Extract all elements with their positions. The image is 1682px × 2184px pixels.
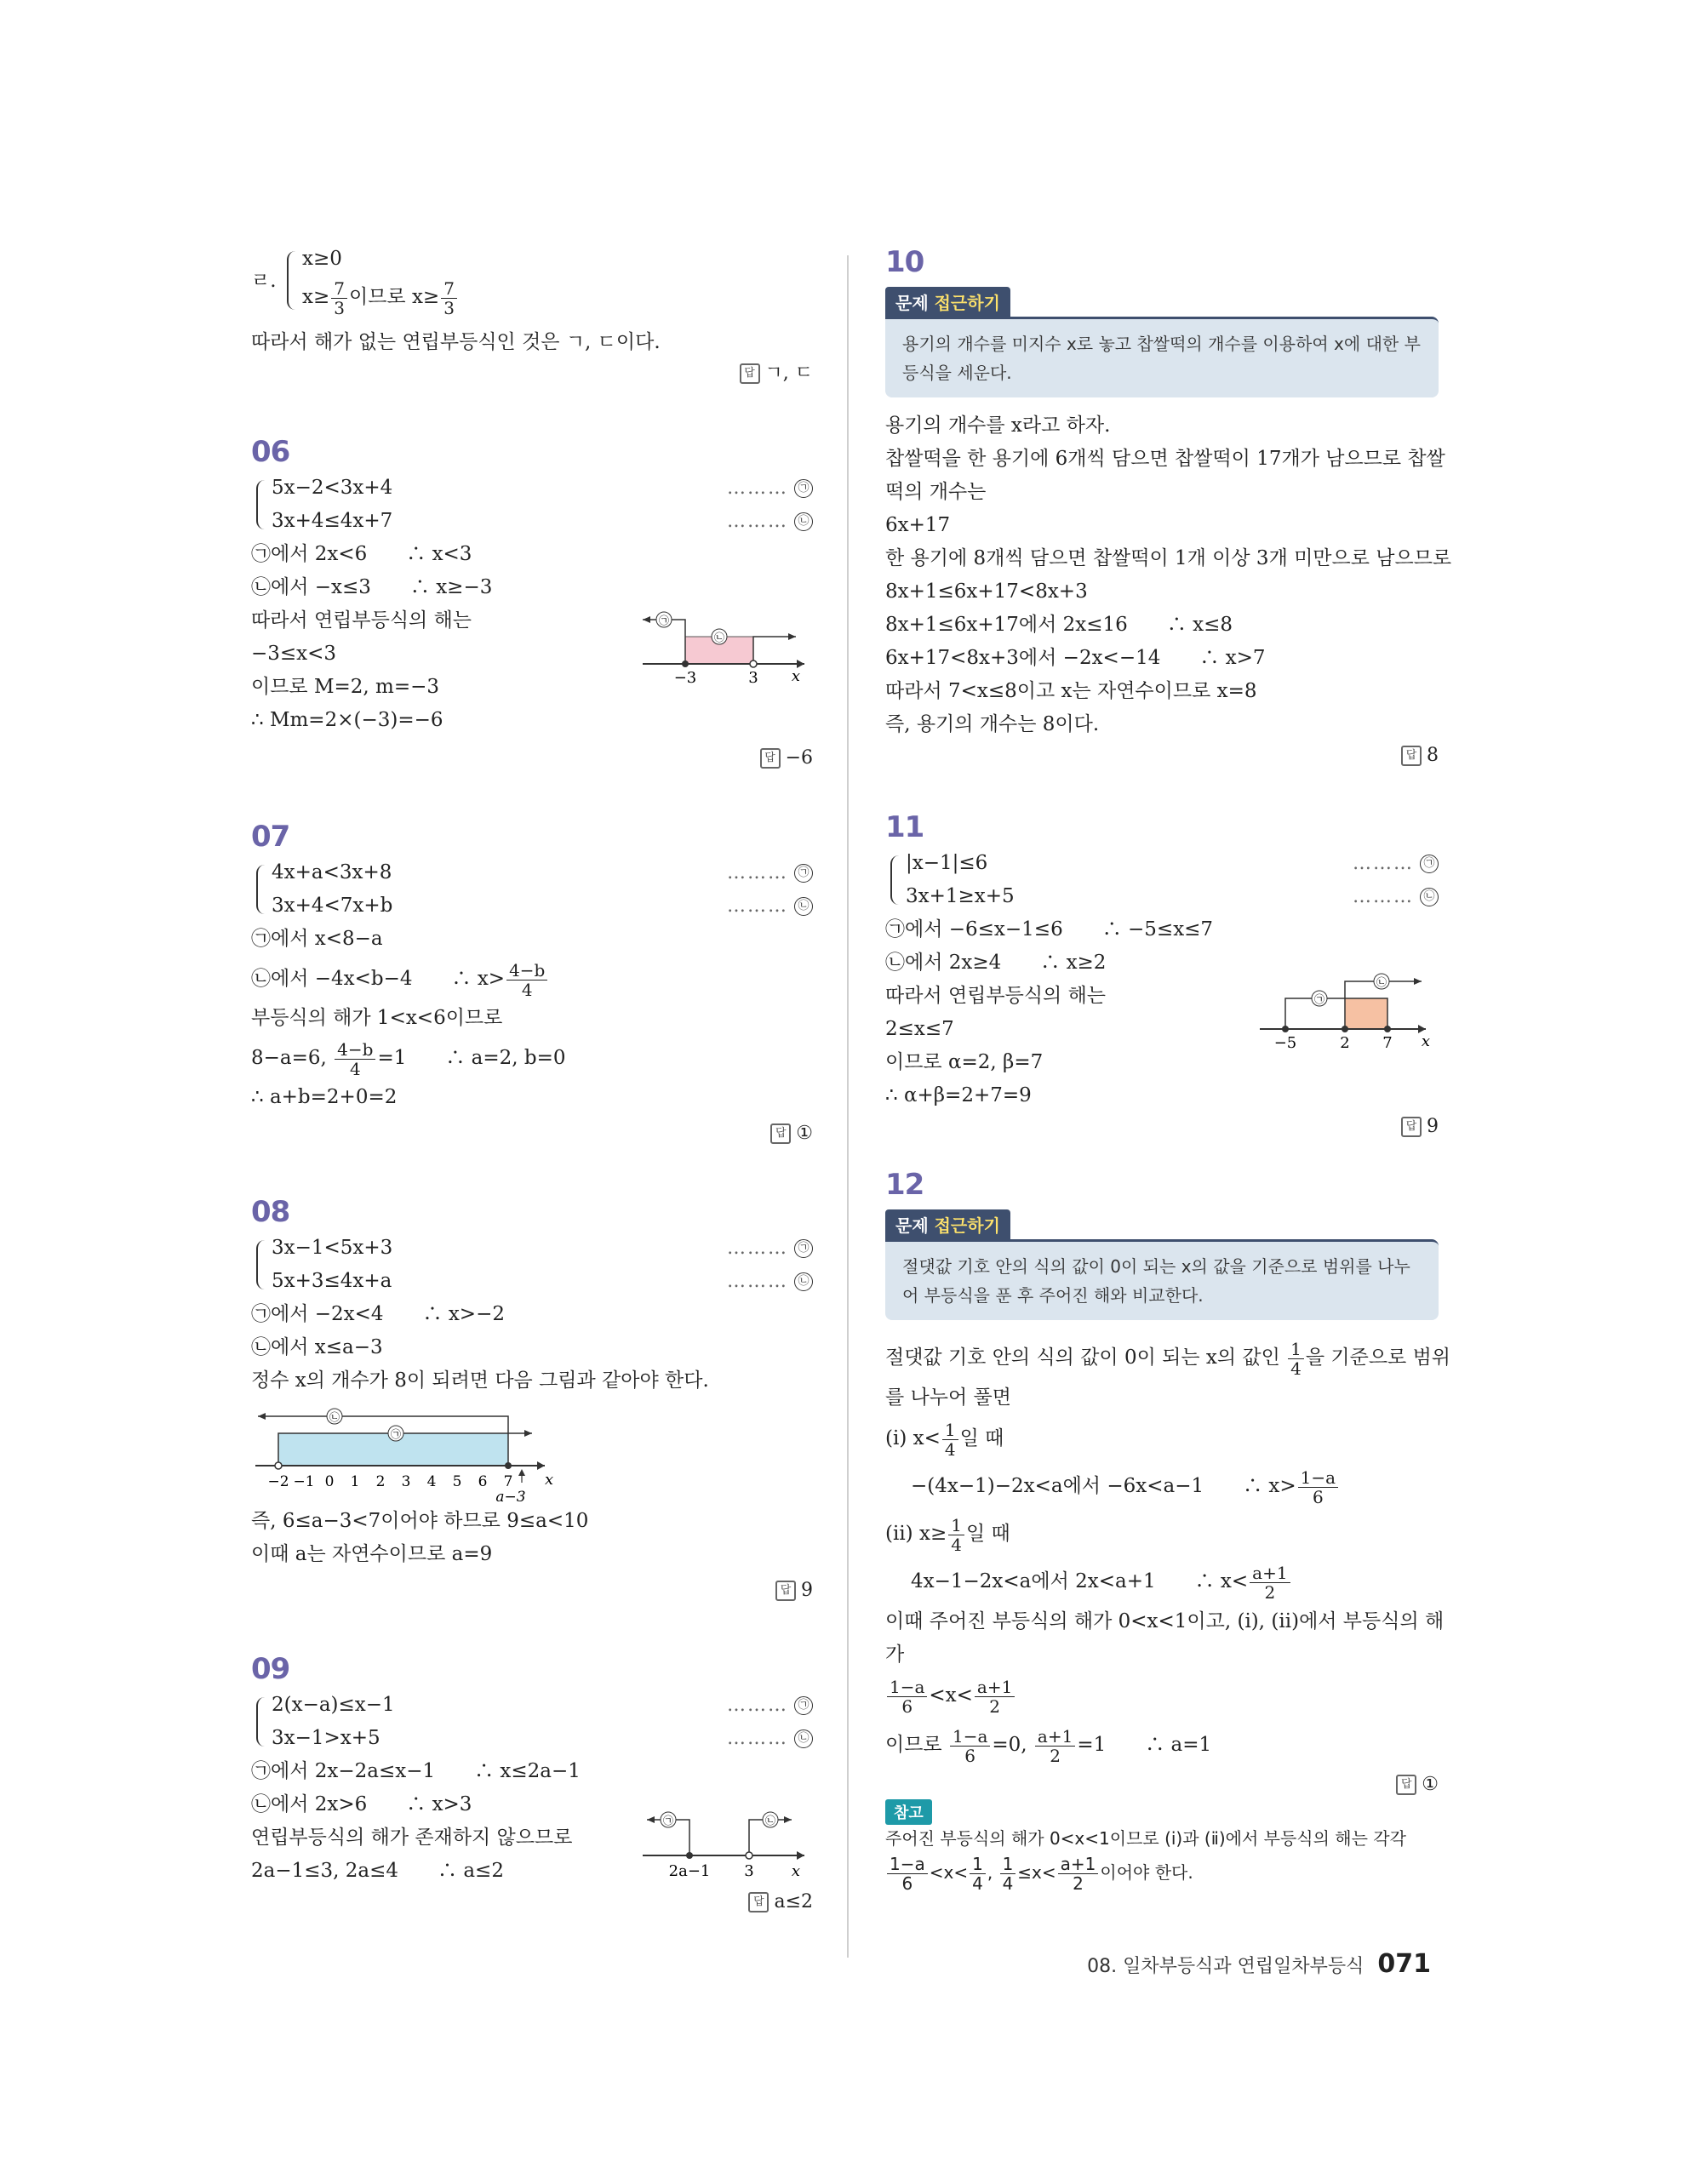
problem-number: 10 — [885, 245, 924, 279]
tick-label: 3 — [748, 669, 758, 687]
tick-label: 6 — [478, 1473, 488, 1490]
note-line-1: 주어진 부등식의 해가 0<x<1이므로 (ⅰ)과 (ⅱ)에서 부등식의 해는 각각 — [885, 1828, 1406, 1849]
tick-label: 5 — [452, 1473, 462, 1490]
solution-step: ∴ Mm=2×(−3)=−6 — [251, 709, 443, 731]
solution-step: ㉠에서 2x<6 ∴ x<3 — [251, 543, 472, 565]
prev-problem-tail — [251, 243, 813, 321]
solution-step: 가 — [885, 1644, 905, 1666]
solution-step: 2a−1≤3, 2a≤4 ∴ a≤2 — [251, 1860, 504, 1882]
solution-step: ㉡에서 2x≥4 ∴ x≥2 — [885, 952, 1107, 974]
tag-2-icon: ㉡ — [794, 897, 813, 916]
solution-step: ㉡에서 −x≤3 ∴ x≥−3 — [251, 576, 493, 598]
solution-step: ㉡에서 −4x<b−4 ∴ x> $\frac{4-b}{4}$ — [251, 956, 813, 1002]
case-1-heading: (ⅰ) x< $\frac{1}{4}$ 일 때 — [885, 1419, 1004, 1460]
tag-1-icon: ㉠ — [1313, 993, 1325, 1005]
answer-icon: 답 — [1401, 1117, 1422, 1137]
solution-step: 떡의 개수는 — [885, 481, 987, 503]
approach-label: 문제 접근하기 — [885, 287, 1010, 317]
tag-1-icon: ㉠ — [658, 615, 670, 626]
solution-step: 8−a=6, $\frac{4-b}{4}$ =1 ∴ a=2, b=0 — [251, 1038, 566, 1079]
equation-2: 3x+1≥x+5 — [906, 885, 1015, 907]
solution-step: ∴ α+β=2+7=9 — [885, 1084, 1032, 1106]
answer: 답 9 — [251, 1576, 813, 1605]
answer: 답 8 — [885, 741, 1439, 770]
equation-2: 3x+4<7x+b — [272, 895, 393, 917]
solution-step: 연립부등식의 해가 존재하지 않으므로 — [251, 1827, 573, 1849]
approach-text: 용기의 개수를 미지수 x로 놓고 찹쌀떡의 개수를 이용하여 x에 대한 부등식을 세운다. — [885, 317, 1439, 397]
chapter-title: 08. 일차부등식과 연립일차부등식 — [1087, 1956, 1364, 1977]
answer: 답 ① — [251, 1119, 813, 1148]
right-column — [885, 243, 1452, 1894]
inequality-system: |x−1|≤6 ……… ㉠ 3x+1≥x+5 ……… ㉡ — [885, 847, 1439, 913]
tag-1-icon: ㉠ — [794, 1696, 813, 1715]
answer-icon: 답 — [748, 1892, 769, 1912]
tick-label: 2a−1 — [668, 1862, 711, 1880]
left-column — [251, 243, 813, 1917]
tag-1-icon: ㉠ — [794, 479, 813, 498]
answer-icon: 답 — [740, 363, 760, 384]
inequality-system: 3x−1<5x+3 ……… ㉠ 5x+3≤4x+a ……… ㉡ — [251, 1232, 813, 1298]
tag-1-icon: ㉠ — [794, 864, 813, 883]
answer: 답 9 — [885, 1112, 1439, 1141]
answer-icon: 답 — [1401, 746, 1422, 766]
problem-number: 12 — [885, 1168, 924, 1202]
axis-label: x — [791, 1862, 801, 1880]
tag-1-icon: ㉠ — [794, 1239, 813, 1258]
solution-step: 즉, 용기의 개수는 8이다. — [885, 713, 1100, 735]
problem-number: 06 — [251, 435, 290, 469]
problem-number: 07 — [251, 820, 290, 854]
conclusion-text: 따라서 해가 없는 연립부등식인 것은 ㄱ, ㄷ이다. — [251, 331, 661, 353]
tag-2-icon: ㉡ — [713, 632, 725, 643]
equation-2: 3x+4≤4x+7 — [272, 510, 393, 532]
solution-step: 부등식의 해가 1<x<6이므로 — [251, 1007, 503, 1029]
answer: 답 ㄱ, ㄷ — [251, 359, 813, 388]
approach-text: 절댓값 기호 안의 식의 값이 0이 되는 x의 값을 기준으로 범위를 나누어 부등식을 푼 후 주어진 해와 비교한다. — [885, 1239, 1439, 1320]
solution-step: 이므로 α=2, β=7 — [885, 1051, 1044, 1073]
page-number: 071 — [1377, 1949, 1431, 1979]
solution-step: 8x+1≤6x+17<8x+3 — [885, 580, 1088, 603]
solution-step: 찹쌀떡을 한 용기에 6개씩 담으면 찹쌀떡이 17개가 남으므로 찹쌀 — [885, 448, 1445, 470]
solution-step: 이므로 $\frac{1-a}{6}$ =0, $\frac{a+1}{2}$ =1 ∴ a=1 — [885, 1725, 1212, 1766]
solution-step: 를 나누어 풀면 — [885, 1386, 1011, 1409]
solution-step: 6x+17 — [885, 514, 951, 536]
answer: 답 ① — [885, 1770, 1439, 1799]
tag-2-icon: ㉡ — [1376, 976, 1387, 988]
equation-1: 4x+a<3x+8 — [272, 861, 392, 883]
tick-label: 4 — [426, 1473, 437, 1490]
tick-label: 7 — [1382, 1034, 1393, 1051]
tick-label: −5 — [1273, 1034, 1297, 1051]
system-line-2: x≥ $\frac{7}{3}$ 이므로 x≥ $\frac{7}{3}$ — [302, 276, 459, 318]
approach-box — [885, 1209, 1439, 1320]
equation-2: 3x−1>x+5 — [272, 1727, 380, 1749]
solution-step: 8x+1≤6x+17에서 2x≤16 ∴ x≤8 — [885, 614, 1233, 636]
tag-1-icon: ㉠ — [662, 1815, 674, 1827]
solution-step: 이므로 M=2, m=−3 — [251, 676, 440, 698]
tag-2-icon: ㉡ — [794, 1272, 813, 1291]
axis-label: x — [791, 667, 801, 685]
tick-label: 2 — [1340, 1034, 1350, 1051]
equation-1: 3x−1<5x+3 — [272, 1237, 393, 1259]
solution-step: ㉠에서 −2x<4 ∴ x>−2 — [251, 1303, 505, 1325]
axis-label: x — [545, 1471, 554, 1489]
solution-step: 따라서 7<x≤8이고 x는 자연수이므로 x=8 — [885, 680, 1257, 702]
equation-1: 5x−2<3x+4 — [272, 477, 393, 499]
equation-1: 2(x−a)≤x−1 — [272, 1694, 395, 1716]
number-line-11 — [1256, 966, 1439, 1051]
tag-2-icon: ㉡ — [794, 1729, 813, 1748]
inequality-system: 5x−2<3x+4 ……… ㉠ 3x+4≤4x+7 ……… ㉡ — [251, 472, 813, 538]
tick-label: 3 — [401, 1473, 411, 1490]
solution-step: ∴ a+b=2+0=2 — [251, 1086, 398, 1108]
number-line-06 — [638, 604, 809, 689]
case-2-heading: (ⅱ) x≥ $\frac{1}{4}$ 일 때 — [885, 1514, 1010, 1555]
solution-step: 이때 주어진 부등식의 해가 0<x<1이고, (ⅰ), (ⅱ)에서 부등식의 해 — [885, 1610, 1445, 1632]
page-footer — [1087, 1949, 1431, 1979]
answer: 답 a≤2 — [251, 1888, 813, 1917]
tag-2-icon: ㉡ — [764, 1815, 776, 1827]
tick-label: 1 — [350, 1473, 360, 1490]
solution-step: −3≤x<3 — [251, 643, 337, 665]
approach-box — [885, 287, 1439, 397]
solution-step: 이때 a는 자연수이므로 a=9 — [251, 1543, 493, 1565]
approach-label: 문제 접근하기 — [885, 1209, 1010, 1239]
solution-step: 한 용기에 8개씩 담으면 찹쌀떡이 1개 이상 3개 미만으로 남으므로 — [885, 547, 1452, 569]
inequality-system: 2(x−a)≤x−1 ……… ㉠ 3x−1>x+5 ……… ㉡ — [251, 1689, 813, 1755]
answer-icon: 답 — [770, 1123, 791, 1144]
tick-label: 2 — [375, 1473, 386, 1490]
solution-step: 절댓값 기호 안의 식의 값이 0이 되는 x의 값인 $\frac{1}{4}$ 을 기준으로 범위 — [885, 1338, 1451, 1379]
note-tag: 참고 — [885, 1799, 932, 1825]
solution-step: $\frac{1-a}{6}$ <x< $\frac{a+1}{2}$ — [885, 1672, 1439, 1719]
equation-1: |x−1|≤6 — [906, 852, 988, 874]
tag-1-icon: ㉠ — [390, 1428, 402, 1440]
number-line-09 — [638, 1803, 809, 1884]
answer: 답 −6 — [251, 744, 813, 773]
item-label: ㄹ. — [251, 270, 277, 292]
solution-step: 2≤x≤7 — [885, 1018, 954, 1040]
problem-number: 11 — [885, 810, 924, 844]
a-minus-3-label: a−3 — [495, 1489, 526, 1505]
tick-label: 0 — [324, 1473, 335, 1490]
tag-1-icon: ㉠ — [1420, 855, 1439, 873]
tag-2-icon: ㉡ — [329, 1411, 340, 1423]
solution-step: ㉠에서 x<8−a — [251, 928, 383, 950]
equation-2: 5x+3≤4x+a — [272, 1270, 392, 1292]
problem-number: 08 — [251, 1195, 290, 1229]
column-divider — [847, 255, 849, 1958]
tick-label: −1 — [293, 1473, 315, 1490]
tag-2-icon: ㉡ — [1420, 888, 1439, 906]
note-line-2: $\frac{1-a}{6}$ <x< $\frac{1}{4}$ , $\frac{1}{4}$ ≤x< $\frac{a+1}{2}$ 이어야 한다. — [885, 1852, 1439, 1893]
solution-step: 6x+17<8x+3에서 −2x<−14 ∴ x>7 — [885, 647, 1266, 669]
solution-step: ㉠에서 2x−2a≤x−1 ∴ x≤2a−1 — [251, 1760, 581, 1782]
note-box — [885, 1799, 1439, 1893]
solution-step: 즉, 6≤a−3<7이어야 하므로 9≤a<10 — [251, 1510, 589, 1532]
system-line-1: x≥0 — [302, 248, 342, 270]
number-line-08 — [251, 1401, 575, 1505]
solution-step: ㉡에서 x≤a−3 — [251, 1336, 383, 1358]
tag-2-icon: ㉡ — [794, 512, 813, 531]
solution-step: ㉡에서 2x>6 ∴ x>3 — [251, 1793, 472, 1815]
answer-icon: 답 — [775, 1581, 796, 1601]
case-1-solution: −(4x−1)−2x<a에서 −6x<a−1 ∴ x> $\frac{1-a}{6}$ — [885, 1462, 1439, 1510]
tick-label: −3 — [673, 669, 697, 687]
case-2-solution: 4x−1−2x<a에서 2x<a+1 ∴ x< $\frac{a+1}{2}$ — [885, 1558, 1439, 1605]
answer-icon: 답 — [1396, 1775, 1416, 1795]
tick-labels — [267, 1473, 512, 1490]
tick-label: 7 — [503, 1473, 513, 1490]
answer-icon: 답 — [760, 748, 781, 769]
problem-number: 09 — [251, 1652, 290, 1686]
solution-step: 정수 x의 개수가 8이 되려면 다음 그림과 같아야 한다. — [251, 1369, 709, 1392]
solution-step: 용기의 개수를 x라고 하자. — [885, 415, 1111, 437]
tick-label: 3 — [744, 1862, 754, 1880]
solution-step: 따라서 연립부등식의 해는 — [251, 609, 472, 632]
axis-label: x — [1421, 1032, 1431, 1050]
solution-step: ㉠에서 −6≤x−1≤6 ∴ −5≤x≤7 — [885, 918, 1214, 940]
tick-label: −2 — [267, 1473, 289, 1490]
solution-step: 따라서 연립부등식의 해는 — [885, 985, 1107, 1007]
inequality-system: 4x+a<3x+8 ……… ㉠ 3x+4<7x+b ……… ㉡ — [251, 856, 813, 923]
